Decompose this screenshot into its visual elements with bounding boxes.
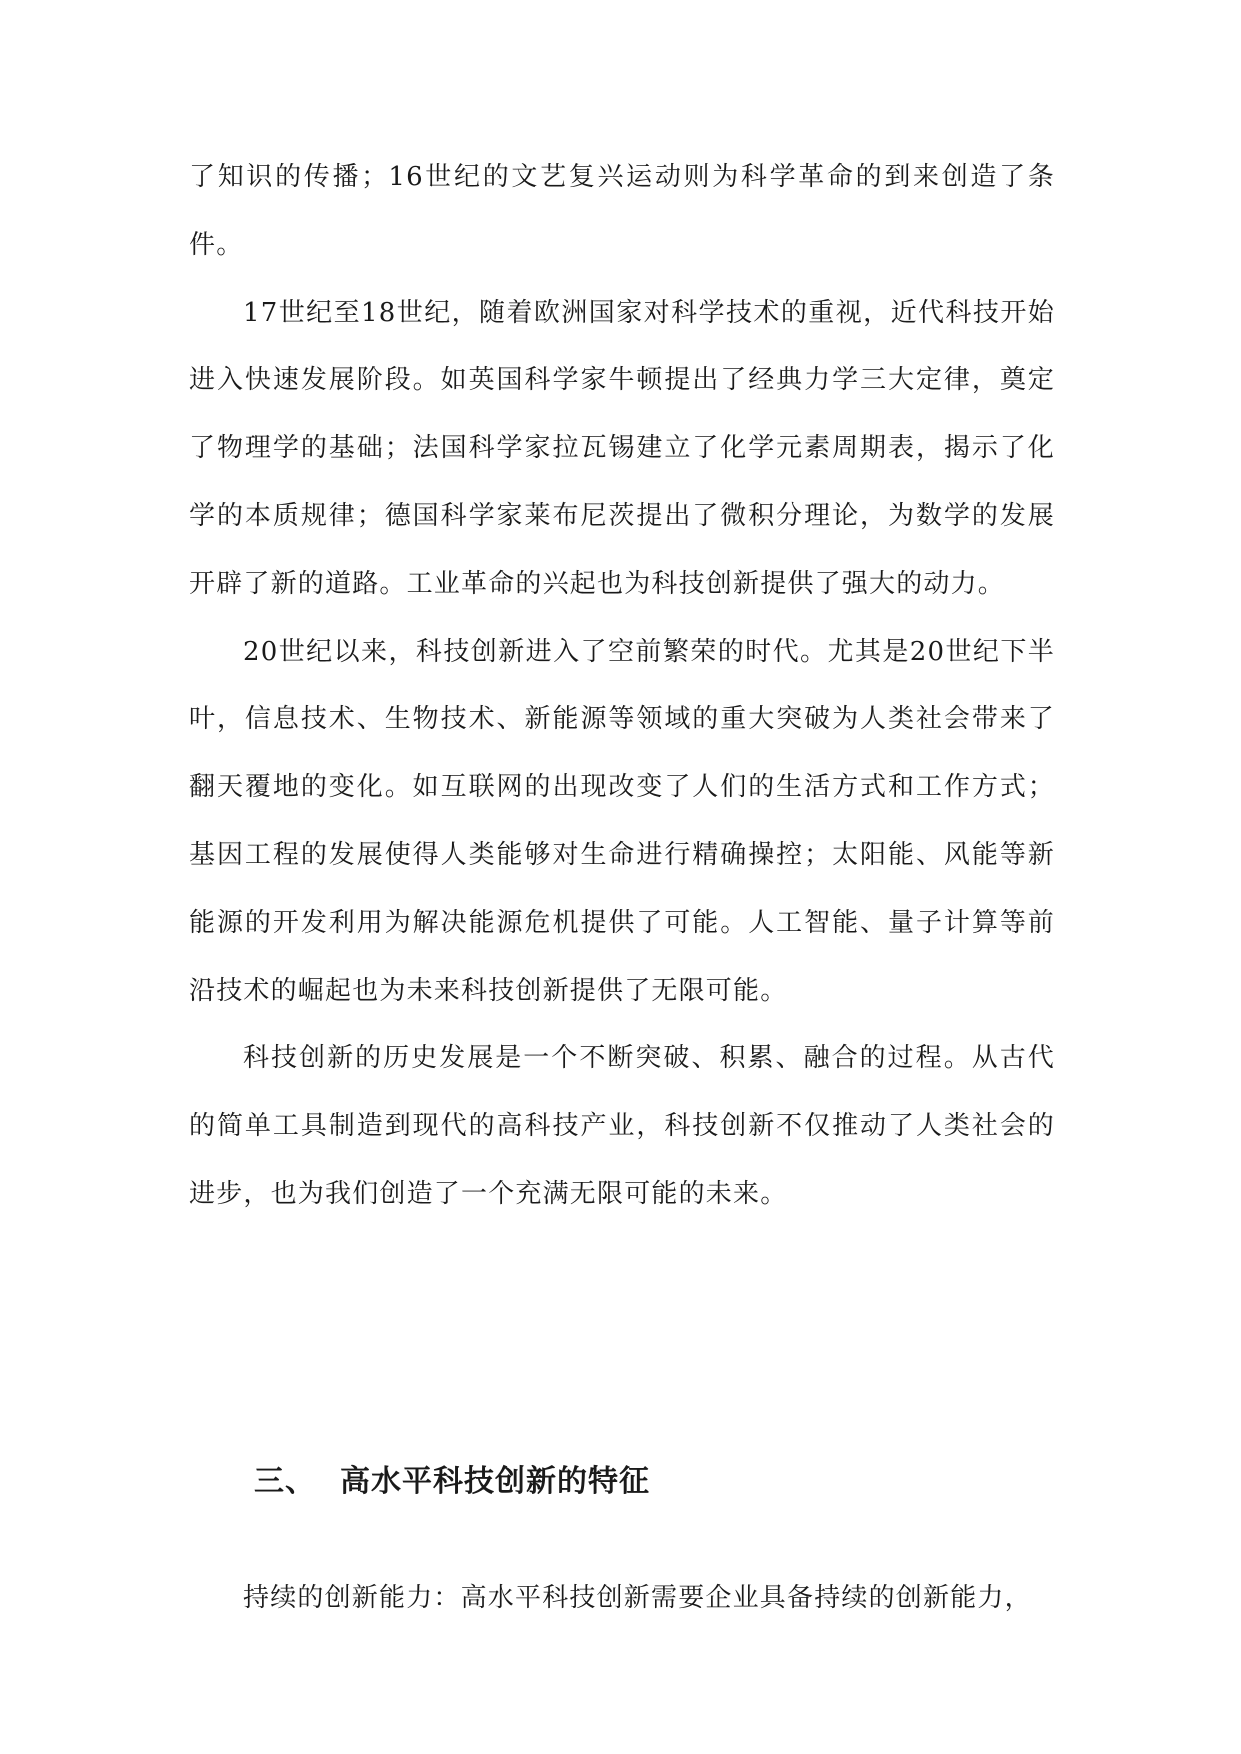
section-heading	[254, 1462, 650, 1502]
paragraph-continuation: 了知识的传播；16世纪的文艺复兴运动则为科学革命的到来创造了条件。	[189, 162, 1055, 260]
body-text	[189, 144, 1055, 1229]
paragraph-innovation-capability: 持续的创新能力：高水平科技创新需要企业具备持续的创新能力，	[243, 1583, 1032, 1613]
section-title: 高水平科技创新的特征	[340, 1464, 650, 1499]
paragraph-twentieth-century: 20世纪以来，科技创新进入了空前繁荣的时代。尤其是20世纪下半叶，信息技术、生物技术、新能源等领域的重大突破为人类社会带来了翻天覆地的变化。如互联网的出现改变了人们的生活方式和工作方式；基因工程的发展使得人类能够对生命进行精确操控；太阳能、风能等新能源的开发利用为解决能源危机提供了可能。人工智能、量子计算等前沿技术的崛起也为未来科技创新提供了无限可能。	[189, 636, 1055, 1006]
paragraph-modern-science: 17世纪至18世纪，随着欧洲国家对科学技术的重视，近代科技开始进入快速发展阶段。如英国科学家牛顿提出了经典力学三大定律，奠定了物理学的基础；法国科学家拉瓦锡建立了化学元素周期表，揭示了化学的本质规律；德国科学家莱布尼茨提出了微积分理论，为数学的发展开辟了新的道路。工业革命的兴起也为科技创新提供了强大的动力。	[189, 297, 1055, 599]
section-number: 三、	[254, 1464, 316, 1499]
paragraph-summary: 科技创新的历史发展是一个不断突破、积累、融合的过程。从古代的简单工具制造到现代的高科技产业，科技创新不仅推动了人类社会的进步，也为我们创造了一个充满无限可能的未来。	[189, 1043, 1055, 1209]
